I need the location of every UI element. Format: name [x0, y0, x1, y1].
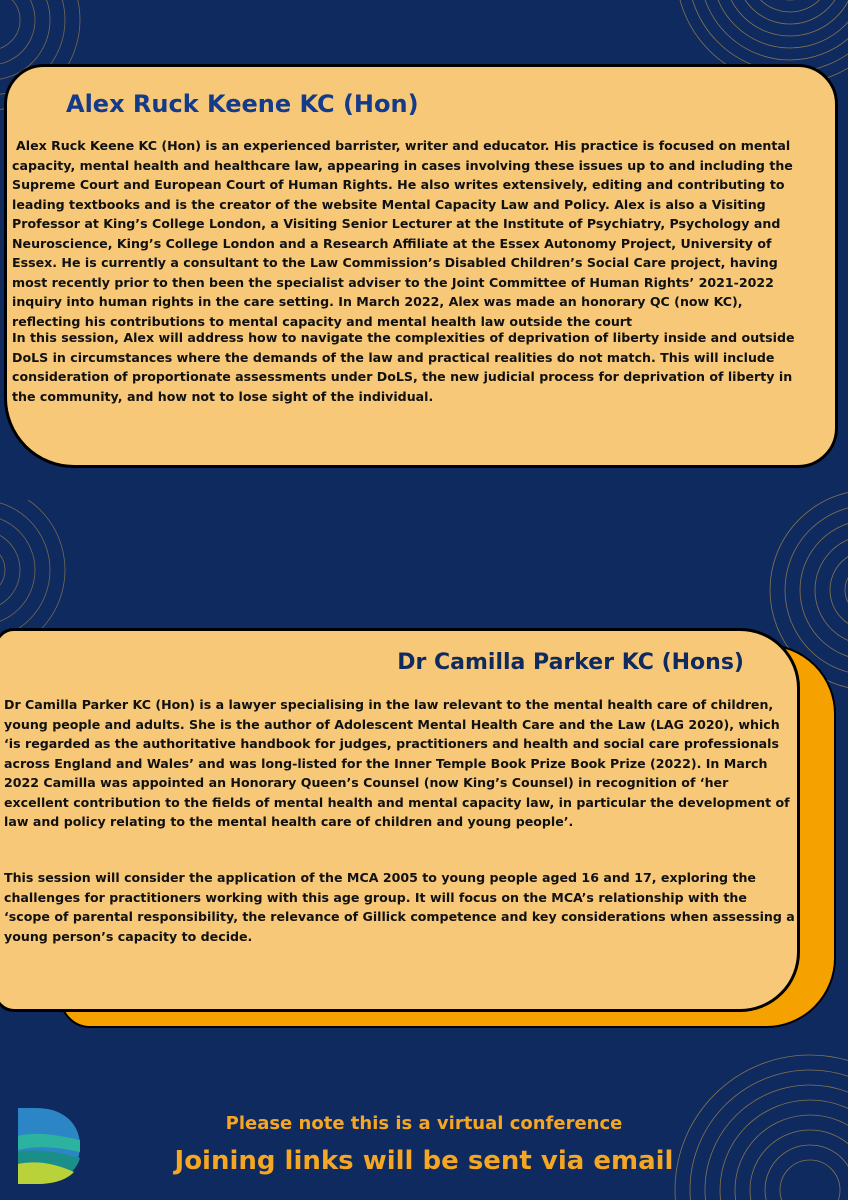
speaker-session-camilla: This session will consider the application of the MCA 2005 to young people aged 16 and 17, exploring the challenges for practitioners working with this age group. It will focus on the MCA’s relationship with the ‘scope of parental responsibility, the relevance of Gillick competence and key considerations when assessing a young person’s capacity to decide.	[4, 870, 795, 944]
speaker-session-alex: In this session, Alex will address how to navigate the complexities of deprivation of liberty inside and outside DoLS in circumstances where the demands of the law and practical realities do not match. This will include consideration of proportionate assessments under DoLS, the new judicial process for deprivation of liberty in the community, and how not to lose sight of the individual.	[12, 330, 795, 404]
decorative-rings-mid-left	[0, 500, 70, 640]
speaker-bio-alex: Alex Ruck Keene KC (Hon) is an experienced barrister, writer and educator. His practice is focused on mental capacity, mental health and healthcare law, appearing in cases involving these issues up to and including the Supreme Court and European Court of Human Rights. He also writes extensively, editing and contributing to leading textbooks and is the creator of the website Mental Capacity Law and Policy. Alex is also a Visiting Professor at King’s College London, a Visiting Senior Lecturer at the Institute of Psychiatry, Psychology and Neuroscience, King’s College London and a Research Affiliate at the Essex Autonomy Project, University of Essex. He is currently a consultant to the Law Commission’s Disabled Children’s Social Care project, having most recently prior to then been the specialist adviser to the Joint Committee of Human Rights’ 2021-2022 inquiry into human rights in the care setting. In March 2022, Alex was made an honorary QC (now KC), reflecting his contributions to mental capacity and mental health law outside the court	[12, 138, 793, 329]
speaker-bio-camilla: Dr Camilla Parker KC (Hon) is a lawyer specialising in the law relevant to the mental health care of children, young people and adults. She is the author of Adolescent Mental Health Care and the Law (LAG 2020), which ‘is regarded as the authoritative handbook for judges, practitioners and health and social care professionals across England and Wales’ and was long-listed for the Inner Temple Book Prize Book Prize (2022). In March 2022 Camilla was appointed an Honorary Queen’s Counsel (now King’s Counsel) in recognition of ‘her excellent contribution to the fields of mental health and mental capacity law, in particular the development of law and policy relating to the mental health care of children and young people’.	[4, 697, 790, 829]
speaker-name-alex: Alex Ruck Keene KC (Hon)	[66, 90, 419, 118]
virtual-conference-note: Please note this is a virtual conference	[225, 1113, 623, 1134]
speaker-name-camilla: Dr Camilla Parker KC (Hons)	[397, 650, 744, 675]
joining-links-note: Joining links will be sent via email	[174, 1146, 674, 1176]
